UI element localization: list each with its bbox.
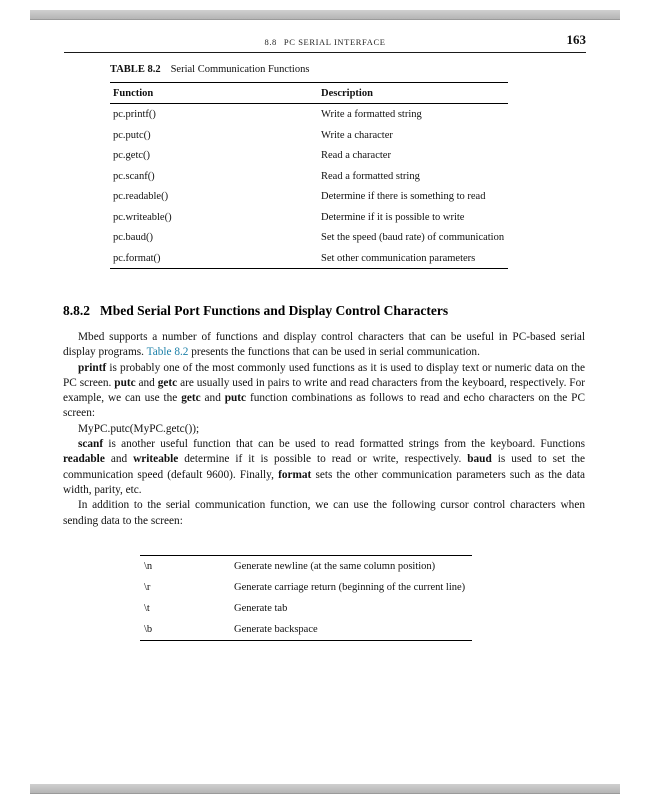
paragraph-intro xyxy=(63,330,585,361)
table-row xyxy=(140,577,472,598)
paragraph-text: sets the other communication parameters such as the data width, parity, etc. xyxy=(63,468,586,496)
paragraph-text: determine if it is possible to read or write, respectively. xyxy=(178,453,468,466)
page-number: 163 xyxy=(566,32,586,47)
table-row xyxy=(140,598,472,619)
cell-description: Generate backspace xyxy=(234,624,318,636)
keyword-readable: readable xyxy=(63,453,105,466)
cell-function: pc.format() xyxy=(113,252,161,264)
running-head-chapter-title: PC SERIAL INTERFACE xyxy=(283,37,386,47)
table-row xyxy=(110,145,508,166)
cell-description: Read a formatted string xyxy=(321,170,420,182)
cell-control-char: \t xyxy=(144,603,150,615)
cell-description: Generate newline (at the same column position) xyxy=(234,561,436,573)
body-text xyxy=(63,330,585,529)
table-8-2-link[interactable]: Table 8.2 xyxy=(146,346,189,359)
paragraph-text: Mbed supports a number of functions and display control characters that can be useful in PC-based serial display programs. xyxy=(63,331,585,359)
paragraph-text: are usually used in pairs to write and read characters from the keyboard, respectively. For example, we can use the xyxy=(63,376,585,405)
cell-description: Generate tab xyxy=(234,603,288,615)
section-number: 8.8.2 xyxy=(63,303,90,318)
cell-function: pc.printf() xyxy=(113,109,156,120)
keyword-format: format xyxy=(278,468,312,481)
cell-description: Read a character xyxy=(321,150,391,161)
paragraph-text: and xyxy=(200,392,225,405)
keyword-writeable: writeable xyxy=(133,453,179,466)
column-header-function: Function xyxy=(110,83,318,104)
paragraph-text: presents the functions that can be used in serial communication. xyxy=(188,346,480,359)
table-row xyxy=(110,227,508,248)
cell-description: Set the speed (baud rate) of communication xyxy=(321,232,505,243)
table-row xyxy=(110,207,508,228)
table-caption-title: Serial Communication Functions xyxy=(170,64,310,75)
paragraph-scanf xyxy=(63,437,585,498)
cell-function: pc.readable() xyxy=(113,191,169,202)
keyword-getc: getc xyxy=(181,392,201,405)
cell-description: Write a character xyxy=(321,129,393,141)
table-row xyxy=(110,166,508,187)
table-row xyxy=(140,619,472,641)
paragraph-cursor-control: In addition to the serial communication function, we can use the following cursor control characters when sending data to the screen: xyxy=(63,499,585,527)
keyword-baud: baud xyxy=(467,453,492,466)
table-caption-label: TABLE 8.2 xyxy=(110,64,161,75)
keyword-printf: printf xyxy=(78,361,107,374)
cell-description: Determine if there is something to read xyxy=(321,191,486,202)
keyword-getc: getc xyxy=(157,376,178,389)
running-head-section-number: 8.8 xyxy=(264,37,277,47)
cell-description: Write a formatted string xyxy=(321,109,422,120)
page-edge-shadow-bottom xyxy=(30,784,620,794)
cell-function: pc.putc() xyxy=(113,129,151,141)
cell-control-char: \r xyxy=(144,582,151,594)
keyword-scanf: scanf xyxy=(78,438,104,451)
running-head-title xyxy=(64,37,586,47)
code-example: MyPC.putc(MyPC.getc()); xyxy=(78,422,200,435)
paragraph-text: is probably one of the most commonly used functions as it is used to display text or numeric data on the PC screen. xyxy=(63,361,585,389)
paragraph-printf-putc-getc xyxy=(63,361,585,422)
cell-function: pc.baud() xyxy=(113,232,153,243)
running-head xyxy=(64,34,586,53)
column-header-description: Description xyxy=(318,83,508,104)
page-content xyxy=(63,58,585,641)
paragraph-text: is used to set the communication speed (default 9600). Finally, xyxy=(63,453,585,481)
control-chars-table xyxy=(140,555,472,641)
paragraph-text: and xyxy=(135,376,158,389)
table-row xyxy=(110,125,508,146)
control-chars-table-block xyxy=(140,555,472,641)
keyword-putc: putc xyxy=(114,376,136,389)
paragraph-text: is another useful function that can be used to read formatted strings from the keyboard. Functions xyxy=(103,438,585,451)
page-edge-shadow-top xyxy=(30,10,620,20)
paragraph-text: function combinations as follows to read and echo characters on the PC screen: xyxy=(63,392,586,420)
paragraph-text: and xyxy=(104,453,134,466)
serial-functions-table xyxy=(110,82,508,269)
cell-function: pc.getc() xyxy=(113,150,151,161)
cell-function: pc.writeable() xyxy=(113,211,172,223)
cell-function: pc.scanf() xyxy=(113,170,155,182)
table-row xyxy=(110,248,508,269)
cell-description: Determine if it is possible to write xyxy=(321,211,465,223)
cell-control-char: \n xyxy=(144,561,153,573)
table-row xyxy=(110,104,508,125)
table-row xyxy=(110,186,508,207)
serial-functions-table-block xyxy=(110,64,508,269)
table-caption xyxy=(110,64,508,75)
section-heading xyxy=(63,303,585,319)
section-title: Mbed Serial Port Functions and Display Control Characters xyxy=(100,303,449,318)
keyword-putc: putc xyxy=(224,392,247,405)
cell-control-char: \b xyxy=(144,624,153,636)
table-row xyxy=(140,555,472,577)
table-header-row xyxy=(110,83,508,104)
cell-description: Set other communication parameters xyxy=(321,252,476,264)
cell-description: Generate carriage return (beginning of the current line) xyxy=(234,582,466,594)
